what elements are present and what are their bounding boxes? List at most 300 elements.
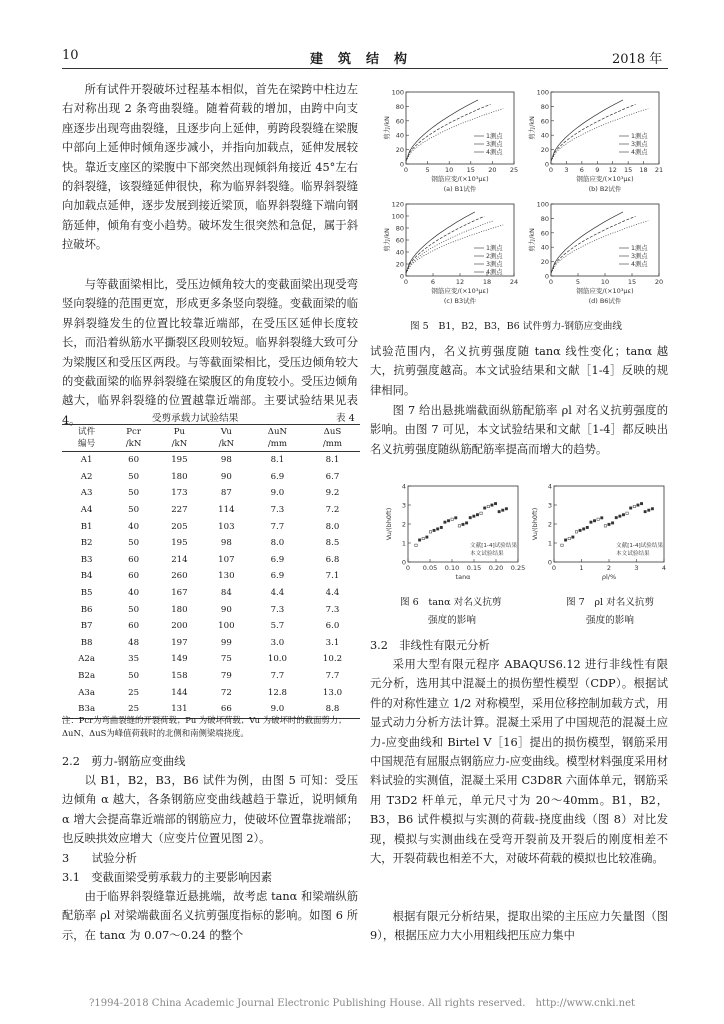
table-cell: 167 (171, 588, 188, 599)
data-point (568, 537, 570, 539)
table-row (62, 568, 360, 585)
data-point (505, 508, 507, 510)
table-cell: 35 (128, 654, 140, 665)
table-cell: A2a (78, 654, 96, 665)
table-cell: B4 (80, 571, 93, 582)
table-cell: 50 (128, 604, 140, 615)
table-cell: 75 (220, 654, 232, 665)
table-cell: 6.9 (270, 554, 285, 565)
subfigure-label: (a) B1试件 (443, 185, 477, 193)
table-cell: 60 (128, 455, 140, 466)
table-cell: 8.1 (325, 455, 340, 466)
x-axis-label: 钢筋应变/(×10³με) (431, 287, 489, 295)
table-cell: 7.3 (270, 604, 285, 615)
table-cell: B2 (80, 538, 93, 549)
table-cell: 7.2 (325, 505, 340, 516)
data-point (451, 518, 453, 520)
y-tick-label: 2 (547, 520, 552, 529)
figure-6-caption-2: 强度的影响 (428, 615, 476, 626)
subfigure-label: (b) B2试件 (588, 185, 622, 193)
table-cell: A1 (80, 455, 93, 466)
x-tick-label: 0 (548, 166, 554, 174)
table-cell: B6 (80, 604, 93, 615)
table-cell: 158 (171, 671, 188, 682)
strain-curve (406, 100, 478, 161)
table-cell: 9.2 (325, 488, 340, 499)
x-tick-label: 25 (509, 166, 519, 174)
table-row (62, 535, 360, 552)
col-header: 试件 编号 (62, 425, 111, 452)
table-cell: A3a (78, 687, 96, 698)
table-cell: 7.7 (325, 671, 340, 682)
table-cell: 180 (171, 471, 188, 482)
x-tick-label: 12 (608, 166, 617, 174)
data-point (415, 544, 417, 546)
x-tick-label: 18 (639, 166, 648, 174)
y-axis-label: 剪力/kN (528, 116, 536, 140)
table-cell: 6.0 (325, 621, 340, 632)
table-cell: 260 (171, 571, 188, 582)
data-point (651, 508, 653, 510)
section-2-2-title: 2.2 剪力-钢筋应变曲线 (62, 755, 186, 768)
legend-label: 3测点 (486, 141, 503, 148)
table-cell: 50 (128, 538, 140, 549)
x-tick-label: 3 (564, 166, 569, 174)
data-point (447, 520, 449, 522)
data-point (601, 517, 603, 519)
data-point (604, 525, 606, 527)
strain-curve (406, 104, 491, 161)
table-cell: 99 (220, 637, 232, 648)
y-tick-label: 3 (547, 501, 552, 510)
page-number: 10 (62, 48, 79, 63)
paragraph-2: 与等截面梁相比，受压边倾角较大的变截面梁出现受弯竖向裂缝的范围更宽，形成更多条竖向裂缝。变截面梁的临界斜裂缝发生的位置比较靠近端部，在受压区延伸长度较长，而沿着纵筋水平撕裂区段则较短。临界斜裂缝大致可分为梁腹区和受压区两段。与等截面梁相比，受压边倾角较大的变截面梁的临界斜裂缝在梁腹区的角度较小。受压边倾角越大，临界斜裂缝的位置越靠近端部。主要试验结果见表 4。 (62, 278, 358, 427)
y-axis-label: 剪力/kN (528, 228, 536, 252)
table-cell: 6.9 (270, 471, 285, 482)
col-header: ΔuN /mm (250, 425, 305, 452)
x-tick-label: 12 (455, 278, 465, 286)
table-cell: 8.0 (325, 521, 340, 532)
x-tick-label: 20 (488, 166, 497, 174)
data-point (561, 544, 563, 546)
legend-label: 2测点 (486, 253, 503, 260)
strain-curve (551, 104, 636, 161)
paragraph-after-fig5: 试验范围内，名义抗剪强度随 tanα 线性变化；tanα 越大，抗剪强度越高。本文试验结果和文献［1-4］反映的规律相同。 (370, 345, 668, 397)
data-point (502, 509, 504, 511)
table-cell: 3.1 (325, 637, 340, 648)
strain-curve (406, 216, 484, 273)
legend-label: 1测点 (631, 245, 648, 252)
table-cell: A3 (80, 488, 93, 499)
data-point (633, 505, 635, 507)
y-axis-label: 剪力/kN (383, 228, 391, 252)
table-cell: 9.0 (250, 701, 305, 718)
year: 2018 年 (612, 52, 663, 67)
x-axis-label: tanα (455, 573, 471, 581)
table-cell: 149 (171, 654, 188, 665)
table-cell: 200 (171, 621, 188, 632)
y-tick-label: 80 (395, 224, 404, 233)
data-point (575, 531, 577, 533)
x-tick-label: 24 (509, 278, 519, 286)
table-cell: 6.8 (325, 554, 340, 565)
x-tick-label: 6 (579, 166, 584, 174)
table-number: 表 4 (336, 413, 355, 424)
table-row (62, 668, 360, 685)
y-tick-label: 60 (540, 229, 549, 238)
strain-curve (551, 216, 636, 273)
table-row (62, 585, 360, 602)
figure-6-caption-1: 图 6 tanα 对名义抗剪 (400, 597, 502, 608)
journal-title: 建 筑 结 构 (310, 52, 409, 67)
table-cell: 60 (128, 554, 140, 565)
x-tick-label: 0.15 (466, 564, 482, 572)
data-point (611, 522, 613, 524)
table-cell: 205 (171, 521, 188, 532)
table-cell: 7.7 (270, 671, 285, 682)
table-cell: 6.9 (270, 571, 285, 582)
paragraph-fig7-ref: 图 7 给出悬挑端截面纵筋配筋率 ρl 对名义抗剪强度的影响。由图 7 可见，本文试验结果和文献［1-4］都反映出名义抗剪强度随纵筋配筋率提高而增大的趋势。 (370, 404, 668, 456)
legend-label: 3测点 (631, 253, 648, 260)
table-cell: 7.3 (325, 604, 340, 615)
header-rule (62, 68, 668, 69)
table-cell: B3 (80, 554, 93, 565)
section-2-2-text: 以 B1，B2，B3，B6 试件为例，由图 5 可知：受压边倾角 α 越大，各条钢筋应变曲线越趋于靠近，说明倾角 α 增大会提高靠近端部的钢筋应力，使破坏位置靠拢端部；也反映拱效应增大（应变片位置见图 2）。 (62, 774, 358, 846)
x-tick-label: 0.10 (444, 564, 460, 572)
y-tick-label: 60 (540, 117, 549, 126)
legend-label: 本文试验结果 (616, 551, 650, 557)
table-cell: 197 (171, 637, 188, 648)
legend-label: 4测点 (486, 269, 503, 276)
x-tick-label: 21 (654, 166, 664, 174)
x-tick-label: 0 (403, 166, 409, 174)
table-cell: 8.5 (325, 538, 340, 549)
table-cell: 50 (128, 671, 140, 682)
y-tick-label: 0 (544, 160, 549, 169)
x-tick-label: 0.20 (488, 564, 504, 572)
data-point (476, 514, 478, 516)
y-tick-label: 0 (547, 558, 552, 567)
data-point (579, 529, 581, 531)
data-point (465, 522, 467, 524)
table-cell: 98 (220, 538, 232, 549)
legend-label: 3测点 (486, 261, 503, 268)
section-3-2-text-1: 采用大型有限元程序 ABAQUS6.12 进行非线性有限元分析，选用其中混凝土的损伤塑性模型（CDP）。根据试件的对称性建立 1/2 对称模型，采用位移控制加载方式，用显式动力分析方法计算。混凝土采用了中国规范的混凝土应力-应变曲线和 Birtel V［16］提出的损伤模型，钢筋采用中国规范有屈服点钢筋应力-应变曲线。模型材料强度采用材料试验的实测值，混凝土采用 C3D8R 六面体单元，钢筋采用 T3D2 杆单元，单元尺寸为 20～40mm。B1，B2，B3，B6 试件模拟与实测的荷载-挠度曲线（图 8）对比发现，模拟与实测曲线在受弯开裂前及开裂后的刚度相差不大，开裂荷载也相差不大，对破坏荷载的模拟也比较准确。 (370, 658, 668, 866)
table-cell: 13.0 (322, 687, 343, 698)
x-tick-label: 0 (551, 564, 557, 572)
table-cell: 40 (128, 588, 140, 599)
table-cell: 10.2 (322, 654, 343, 665)
table-cell: 48 (128, 637, 140, 648)
y-tick-label: 0 (399, 272, 404, 281)
y-axis-label: Vu/(bh0ft) (531, 507, 539, 541)
subfigure-label: (d) B6试件 (588, 297, 622, 305)
strain-curve (551, 212, 623, 273)
data-point (436, 528, 438, 530)
table-cell: 50 (128, 488, 140, 499)
table-cell: 195 (171, 538, 188, 549)
legend-label: 4测点 (631, 261, 648, 268)
table-cell: 72 (220, 687, 232, 698)
x-tick-label: 2 (606, 564, 612, 572)
y-tick-label: 80 (540, 214, 549, 223)
table-row (62, 635, 360, 652)
y-tick-label: 100 (391, 212, 404, 221)
table-cell: 98 (220, 455, 232, 466)
data-point (455, 517, 457, 519)
col-header: Pcr /kN (111, 425, 156, 452)
table-cell: 131 (156, 701, 203, 718)
table-cell: 84 (220, 588, 232, 599)
x-axis-label: ρl/% (601, 573, 617, 581)
table-cell: 130 (218, 571, 235, 582)
legend-label: 1测点 (631, 133, 648, 140)
figure-7-caption-2: 强度的影响 (586, 615, 634, 626)
table-cell: 8.1 (270, 455, 285, 466)
strain-curve (551, 100, 623, 161)
table-cell: 40 (128, 521, 140, 532)
legend-label: 4测点 (486, 149, 503, 156)
y-tick-label: 20 (395, 146, 404, 155)
table-cell: B7 (80, 621, 93, 632)
data-point (483, 507, 485, 509)
data-point (637, 504, 639, 506)
data-point (629, 507, 631, 509)
table-row (62, 518, 360, 535)
x-axis-label: 钢筋应变/(×10³με) (431, 175, 489, 183)
x-tick-label: 0.05 (422, 564, 438, 572)
section-3-title: 3 试验分析 (62, 852, 137, 865)
table-cell: 87 (220, 488, 232, 499)
x-tick-label: 5 (575, 278, 581, 286)
y-tick-label: 0 (544, 272, 549, 281)
y-tick-label: 0 (399, 160, 404, 169)
x-tick-label: 0 (403, 278, 409, 286)
table-cell: 60 (128, 571, 140, 582)
table-row (62, 651, 360, 668)
col-header: ΔuS /mm (305, 425, 360, 452)
section-3-2-text-2: 根据有限元分析结果，提取出梁的主压应力矢量图（图 9），根据压应力大小用粗线把压应力集中 (370, 910, 668, 943)
legend-label: 文献[1-4]试验结果 (616, 543, 664, 549)
table-note: 注：Pcr为弯曲裂缝的开裂荷载；Pu 为破坏荷载；Vu 为破坏时的截面剪力；ΔuN、ΔuS为峰值荷载时的北侧和南侧梁端挠度。 (62, 715, 347, 738)
table-row (62, 601, 360, 618)
table-cell: 8.0 (270, 538, 285, 549)
data-point (422, 537, 424, 539)
data-point (597, 518, 599, 520)
table-cell: 103 (218, 521, 235, 532)
x-tick-label: 3 (634, 564, 639, 572)
figure-5 (370, 80, 670, 330)
legend-label: 文献[1-4]试验结果 (470, 543, 518, 549)
table-cell: B1 (80, 521, 93, 532)
figure-5-caption: 图 5 B1，B2，B3，B6 试件剪力-钢筋应变曲线 (410, 321, 622, 332)
y-tick-label: 100 (391, 88, 404, 97)
x-tick-label: 20 (654, 278, 664, 286)
y-tick-label: 1 (547, 539, 552, 548)
x-tick-label: 15 (466, 166, 475, 174)
copyright-footer: ?1994-2018 China Academic Journal Electronic Publishing House. All rights reserved. http://www.cnki.net (88, 998, 635, 1009)
data-point (429, 531, 431, 533)
data-point (648, 509, 650, 511)
table-cell: 60 (128, 621, 140, 632)
table-cell: 100 (218, 621, 235, 632)
x-tick-label: 9 (595, 166, 600, 174)
table-cell: B8 (80, 637, 93, 648)
col-header: Pu /kN (156, 425, 203, 452)
table-cell: 114 (218, 505, 235, 516)
data-point (590, 521, 592, 523)
table-row (62, 552, 360, 569)
legend-label: 1测点 (486, 133, 503, 140)
table-cell: 173 (171, 488, 188, 499)
table-cell: 195 (171, 455, 188, 466)
y-tick-label: 2 (401, 520, 406, 529)
table-cell: A4 (80, 505, 93, 516)
x-tick-label: 5 (425, 166, 430, 174)
table-row (62, 452, 360, 469)
y-tick-label: 40 (540, 131, 549, 140)
table-row (62, 485, 360, 502)
y-tick-label: 20 (540, 258, 549, 267)
data-point (491, 504, 493, 506)
table-cell: 25 (111, 701, 156, 718)
x-tick-label: 10 (600, 278, 610, 286)
y-tick-label: 120 (391, 200, 404, 209)
data-point (564, 539, 566, 541)
paragraph-1: 所有试件开裂破坏过程基本相似，首先在梁跨中柱边左右对称出现 2 条弯曲裂缝。随着荷载的增加，由跨中向支座逐步出现弯曲裂缝，且逐步向上延伸，剪跨段裂缝在梁腹中部向上延伸时倾角逐步减小，并指向加载点，延伸发展较快。靠近支座区的梁腹中下部突然出现倾斜角接近 45°左右的斜裂缝，该裂缝延伸很快，称为临界斜裂缝。临界斜裂缝向加载点延伸，逐步发展到接近梁顶，临界斜裂缝下端向钢筋延伸，倾角有变小趋势。破坏发生很突然和急促，属于斜拉破坏。 (62, 83, 358, 252)
data-point (418, 539, 420, 541)
table-cell: 7.3 (270, 505, 285, 516)
x-tick-label: 6 (430, 278, 436, 286)
x-tick-label: 0 (548, 278, 554, 286)
data-point (444, 521, 446, 523)
table-cell: 8.8 (305, 701, 360, 718)
data-point (480, 512, 482, 514)
y-tick-label: 0 (401, 558, 406, 567)
legend-label: 3测点 (631, 141, 648, 148)
y-tick-label: 40 (540, 243, 549, 252)
table-cell: 90 (220, 604, 232, 615)
data-point (498, 510, 500, 512)
results-table (62, 424, 360, 719)
section-3-1-title: 3.1 变截面梁受剪承载力的主要影响因素 (62, 871, 273, 884)
x-tick-label: 4 (661, 564, 667, 572)
y-tick-label: 20 (395, 260, 404, 269)
table-cell: 7.7 (270, 521, 285, 532)
table-cell: 3.0 (270, 637, 285, 648)
table-cell: 5.7 (270, 621, 285, 632)
y-axis-label: 剪力/kN (383, 116, 391, 140)
table-cell: 4.4 (325, 588, 340, 599)
table-cell: 4.4 (270, 588, 285, 599)
y-tick-label: 80 (540, 102, 549, 111)
table-cell: 79 (220, 671, 232, 682)
data-point (433, 529, 435, 531)
x-tick-label: 0 (405, 564, 411, 572)
data-point (473, 515, 475, 517)
table-cell: 180 (171, 604, 188, 615)
y-tick-label: 60 (395, 117, 404, 126)
table-header-row (62, 425, 360, 452)
y-tick-label: 100 (536, 88, 549, 97)
table-cell: B5 (80, 588, 93, 599)
table-cell: 25 (128, 687, 140, 698)
table-cell: B2a (78, 671, 96, 682)
data-point (615, 516, 617, 518)
y-tick-label: 40 (395, 131, 404, 140)
data-point (462, 523, 464, 525)
data-point (458, 525, 460, 527)
table-cell: 214 (171, 554, 188, 565)
figures-6-7 (370, 478, 670, 588)
y-tick-label: 4 (401, 482, 406, 491)
table-cell: 12.8 (267, 687, 287, 698)
table-row (62, 502, 360, 519)
x-tick-label: 18 (482, 278, 492, 286)
x-axis-label: 钢筋应变/(×10³με) (576, 287, 634, 295)
data-point (622, 514, 624, 516)
strain-curve (406, 221, 494, 274)
data-point (626, 512, 628, 514)
table-cell: 50 (128, 505, 140, 516)
figure-7-caption-1: 图 7 ρl 对名义抗剪 (566, 597, 655, 608)
x-tick-label: 1 (579, 564, 584, 572)
subfigure-label: (c) B3试件 (443, 297, 477, 305)
table-row (62, 684, 360, 701)
legend-label: 4测点 (631, 149, 648, 156)
table-cell: 90 (220, 471, 232, 482)
data-point (593, 520, 595, 522)
section-3-1-text: 由于临界斜裂缝靠近悬挑端，故考虑 tanα 和梁端纵筋配筋率 ρl 对梁端截面名义抗剪强度指标的影响。如图 6 所示，在 tanα 为 0.07～0.24 的整个 (62, 890, 358, 942)
strain-curve (406, 212, 475, 273)
table-cell: 144 (171, 687, 188, 698)
y-tick-label: 1 (401, 539, 406, 548)
x-tick-label: 0.25 (510, 564, 526, 572)
data-point (644, 510, 646, 512)
data-point (426, 536, 428, 538)
data-point (494, 502, 496, 504)
y-tick-label: 60 (395, 236, 404, 245)
data-point (582, 528, 584, 530)
data-point (608, 523, 610, 525)
y-tick-label: 4 (547, 482, 552, 491)
table-row (62, 618, 360, 635)
y-tick-label: 20 (540, 146, 549, 155)
table-cell: 7.1 (325, 571, 340, 582)
data-point (487, 505, 489, 507)
x-tick-label: 15 (627, 278, 637, 286)
table-cell: A2 (80, 471, 93, 482)
data-point (586, 526, 588, 528)
y-tick-label: 3 (401, 501, 406, 510)
y-tick-label: 80 (395, 102, 404, 111)
x-tick-label: 10 (445, 166, 454, 174)
y-axis-label: Vu/(bh0ft) (385, 507, 393, 541)
table-cell: 6.7 (325, 471, 340, 482)
data-point (572, 536, 574, 538)
table-cell: 107 (218, 554, 235, 565)
y-tick-label: 100 (536, 200, 549, 209)
table-cell: 50 (128, 471, 140, 482)
y-tick-label: 40 (395, 248, 404, 257)
data-point (640, 502, 642, 504)
data-point (619, 515, 621, 517)
data-point (440, 526, 442, 528)
table-cell: 10.0 (267, 654, 287, 665)
table-cell: 66 (203, 701, 250, 718)
legend-label: 1测点 (486, 245, 503, 252)
table-title: 受剪承载力试验结果 (152, 413, 239, 424)
